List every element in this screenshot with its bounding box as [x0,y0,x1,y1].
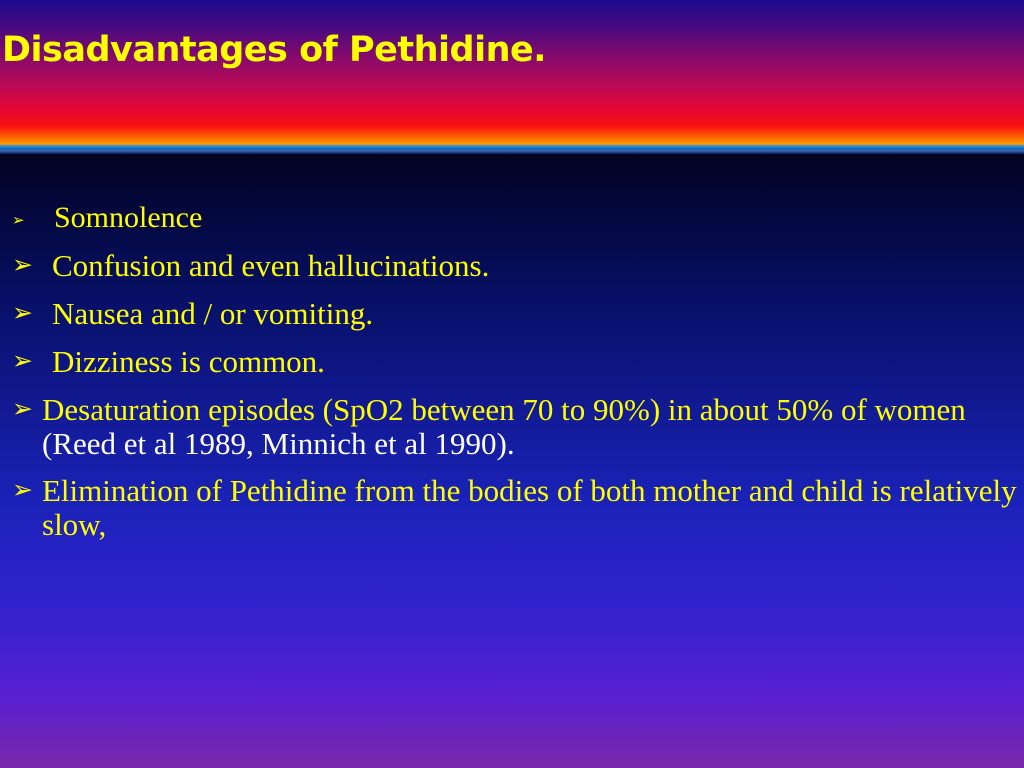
bullet-item [12,200,1017,235]
bullet-list [12,200,1017,555]
banner-divider [0,150,1024,154]
arrow-bullet-icon: ➢ [12,252,33,279]
bullet-item [12,393,1017,461]
arrow-bullet-icon: ➢ [12,396,33,423]
bullet-text: Dizziness is common. [52,344,325,379]
bullet-item [12,249,1017,283]
bullet-text: Somnolence [54,201,203,234]
slide-title: Disadvantages of Pethidine. [2,30,547,70]
bullet-text: Elimination of Pethidine from the bodies of both mother and child is relatively slow, [42,473,1017,542]
bullet-text: Nausea and / or vomiting. [52,296,374,331]
arrow-bullet-icon: ➢ [12,300,33,327]
bullet-item [12,297,1017,331]
bullet-item [12,345,1017,379]
arrow-bullet-icon: ➢ [12,213,25,229]
title-banner [0,0,1024,150]
arrow-bullet-icon: ➢ [12,477,33,504]
arrow-bullet-icon: ➢ [12,348,33,375]
citation-text: (Reed et al 1989, Minnich et al 1990). [42,426,515,461]
bullet-text: Desaturation episodes (SpO2 between 70 to 90%) in about 50% of women [42,392,966,427]
bullet-item [12,474,1017,542]
bullet-text: Confusion and even hallucinations. [52,248,490,283]
